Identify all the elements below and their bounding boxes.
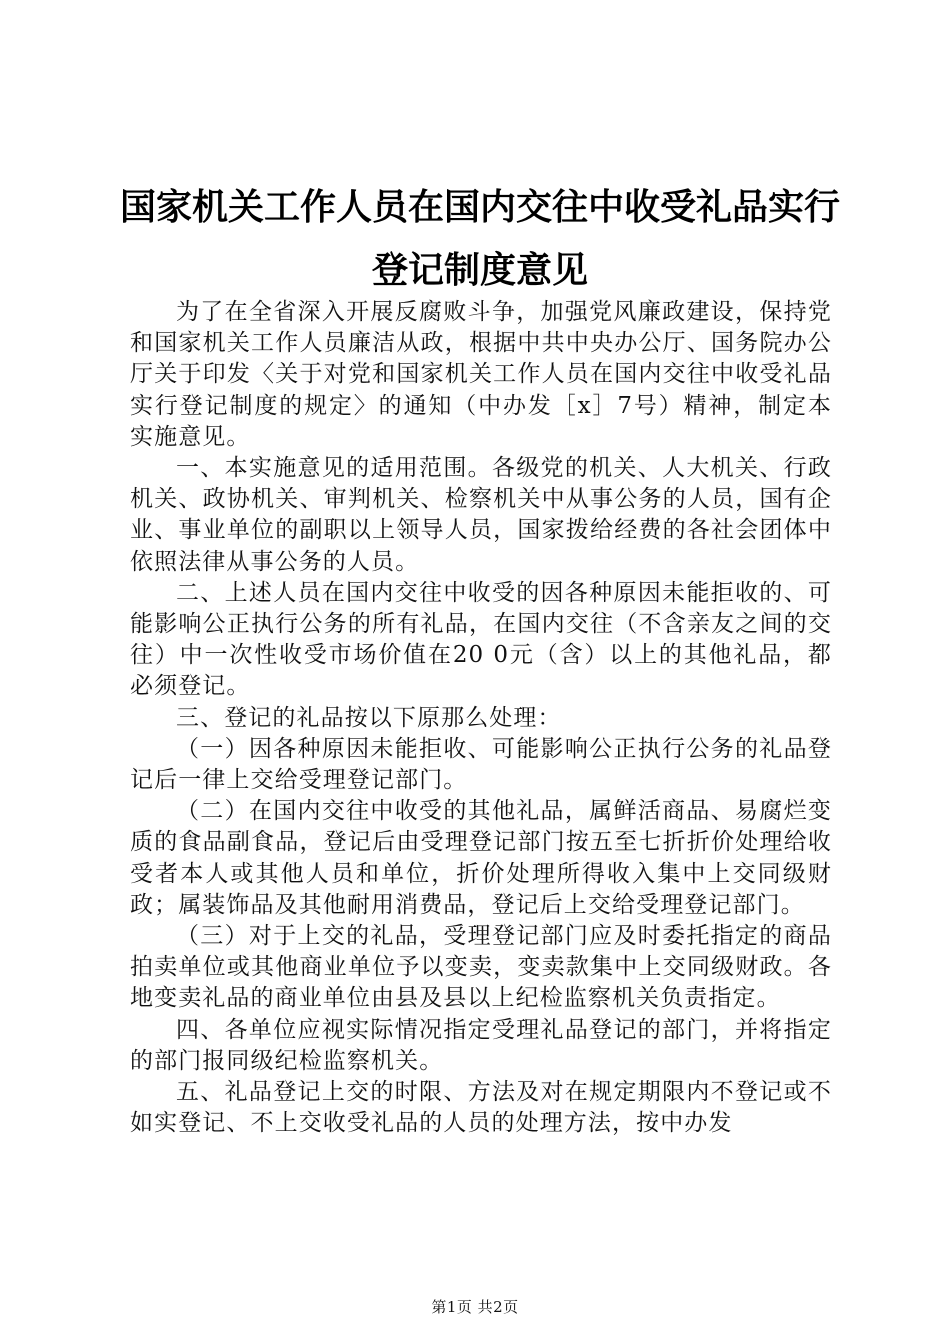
paragraph-subsection-3: （三）对于上交的礼品，受理登记部门应及时委托指定的商品拍卖单位或其他商业单位予以变卖，变卖款集中上交同级财政。各地变卖礼品的商业单位由县及县以上纪检监察机关负责指定。 (130, 923, 832, 1012)
page-footer (0, 1298, 950, 1316)
paragraph-subsection-2: （二）在国内交往中收受的其他礼品，属鲜活商品、易腐烂变质的食品副食品，登记后由受理登记部门按五至七折折价处理给收受者本人或其他人员和单位，折价处理所得收入集中上交同级财政；属装饰品及其他耐用消费品，登记后上交给受理登记部门。 (130, 798, 832, 918)
document-body (130, 297, 832, 1139)
document-title-line-1: 国家机关工作人员在国内交往中收受礼品实行 (119, 187, 840, 228)
paragraph-section-4: 四、各单位应视实际情况指定受理礼品登记的部门，并将指定的部门报同级纪检监察机关。 (130, 1016, 832, 1074)
paragraph-section-2: 二、上述人员在国内交往中收受的因各种原因未能拒收的、可能影响公正执行公务的所有礼品，在国内交往（不含亲友之间的交往）中一次性收受市场价值在20 0元（含）以上的其他礼品，都必须登记。 (130, 579, 832, 700)
paragraph-subsection-1: （一）因各种原因未能拒收、可能影响公正执行公务的礼品登记后一律上交给受理登记部门。 (130, 735, 832, 794)
paragraph-section-5: 五、礼品登记上交的时限、方法及对在规定期限内不登记或不如实登记、不上交收受礼品的人员的处理方法，按中办发 (130, 1079, 832, 1137)
document-title-line-2: 登记制度意见 (371, 250, 588, 291)
paragraph-section-1: 一、本实施意见的适用范围。各级党的机关、人大机关、行政机关、政协机关、审判机关、检察机关中从事公务的人员，国有企业、事业单位的副职以上领导人员，国家拨给经费的各社会团体中依照法律从事公务的人员。 (130, 455, 832, 575)
paragraph-section-3: 三、登记的礼品按以下原那么处理： (176, 704, 562, 731)
paragraph-intro: 为了在全省深入开展反腐败斗争，加强党风廉政建设，保持党和国家机关工作人员廉洁从政，根据中共中央办公厅、国务院办公厅关于印发〈关于对党和国家机关工作人员在国内交往中收受礼品实行登记制度的规定〉的通知（中办发［x］7号）精神，制定本实施意见。 (130, 299, 832, 450)
page-number-label: 第1页 共2页 (431, 1298, 519, 1316)
